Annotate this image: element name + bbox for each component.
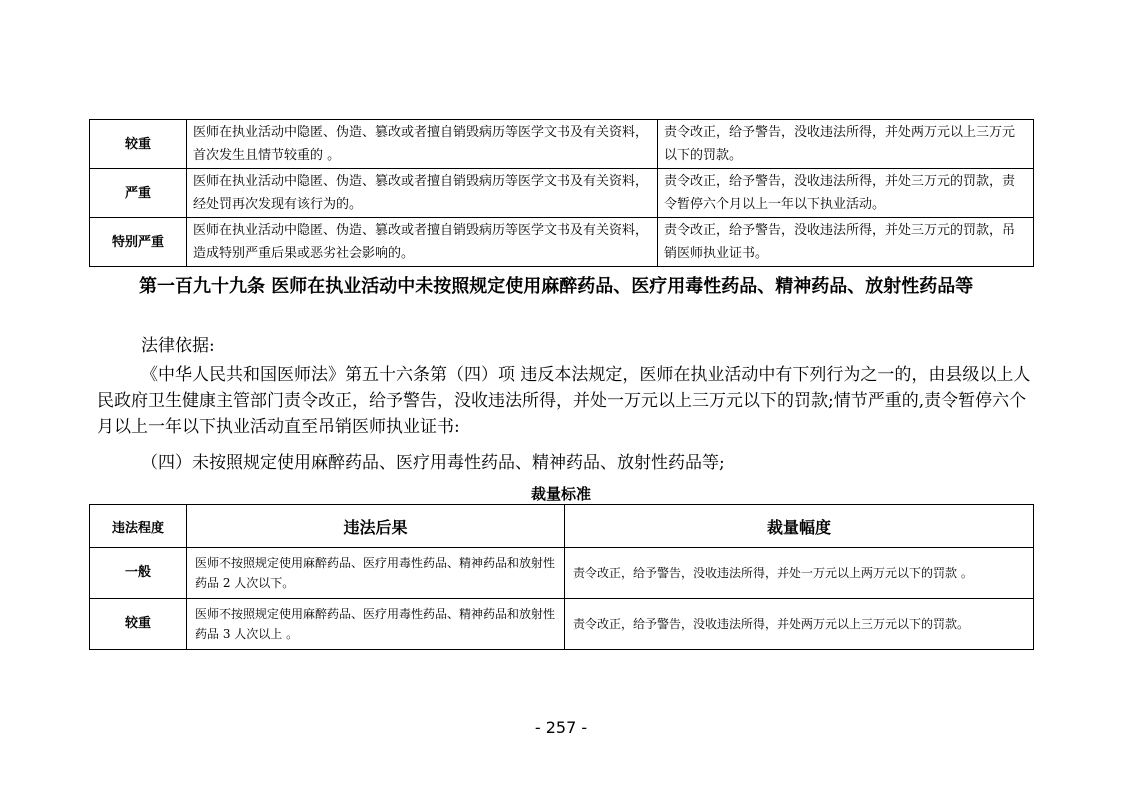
table-header-row (90, 505, 1034, 548)
article-title: 第一百九十九条 医师在执业活动中未按照规定使用麻醉药品、医疗用毒性药品、精神药品、放射性药品等 (139, 276, 974, 297)
consequence-cell: 医师在执业活动中隐匿、伪造、篡改或者擅自销毁病历等医学文书及有关资料，首次发生且情节较重的 。 (187, 120, 658, 169)
level-cell: 特别严重 (90, 218, 187, 267)
consequence-cell: 医师在执业活动中隐匿、伪造、篡改或者擅自销毁病历等医学文书及有关资料，经处罚再次发现有该行为的。 (187, 169, 658, 218)
level-cell: 一般 (90, 548, 187, 599)
item-text: （四）未按照规定使用麻醉药品、医疗用毒性药品、精神药品、放射性药品等; (141, 453, 725, 473)
table-row (90, 169, 1034, 218)
level-cell: 较重 (90, 120, 187, 169)
level-cell: 严重 (90, 169, 187, 218)
consequence-cell: 医师不按照规定使用麻醉药品、医疗用毒性药品、精神药品和放射性药品 3 人次以上 。 (187, 599, 565, 650)
table-caption: 裁量标准 (530, 485, 591, 503)
legal-basis-label: 法律依据: (141, 336, 215, 356)
penalty-cell: 责令改正，给予警告，没收违法所得，并处三万元的罚款，吊销医师执业证书。 (658, 218, 1034, 267)
consequence-cell: 医师在执业活动中隐匿、伪造、篡改或者擅自销毁病历等医学文书及有关资料，造成特别严重后果或恶劣社会影响的。 (187, 218, 658, 267)
header-penalty: 裁量幅度 (565, 505, 1034, 548)
table-row (90, 548, 1034, 599)
consequence-cell: 医师不按照规定使用麻醉药品、医疗用毒性药品、精神药品和放射性药品 2 人次以下。 (187, 548, 565, 599)
header-level: 违法程度 (90, 505, 187, 548)
table-row (90, 599, 1034, 650)
header-consequence: 违法后果 (187, 505, 565, 548)
penalty-cell: 责令改正，给予警告，没收违法所得，并处两万元以上三万元以下的罚款。 (658, 120, 1034, 169)
table-row (90, 218, 1034, 267)
discretion-standard-table (89, 504, 1034, 650)
penalty-cell: 责令改正，给予警告，没收违法所得，并处一万元以上两万元以下的罚款 。 (565, 548, 1034, 599)
page-number: - 257 - (534, 718, 588, 737)
law-text: 《中华人民共和国医师法》第五十六条第（四）项 违反本法规定，医师在执业活动中有下列行为之一的，由县级以上人民政府卫生健康主管部门责令改正，给予警告，没收违法所得，并处一万元以上三万元以下的罚款;情节严重的,责令暂停六个月以上一年以下执业活动直至吊销医师执业证书: (97, 365, 1031, 437)
penalty-cell: 责令改正，给予警告，没收违法所得，并处三万元的罚款，责令暂停六个月以上一年以下执业活动。 (658, 169, 1034, 218)
previous-standard-table (89, 119, 1034, 267)
table-row (90, 120, 1034, 169)
penalty-cell: 责令改正，给予警告，没收违法所得，并处两万元以上三万元以下的罚款。 (565, 599, 1034, 650)
level-cell: 较重 (90, 599, 187, 650)
